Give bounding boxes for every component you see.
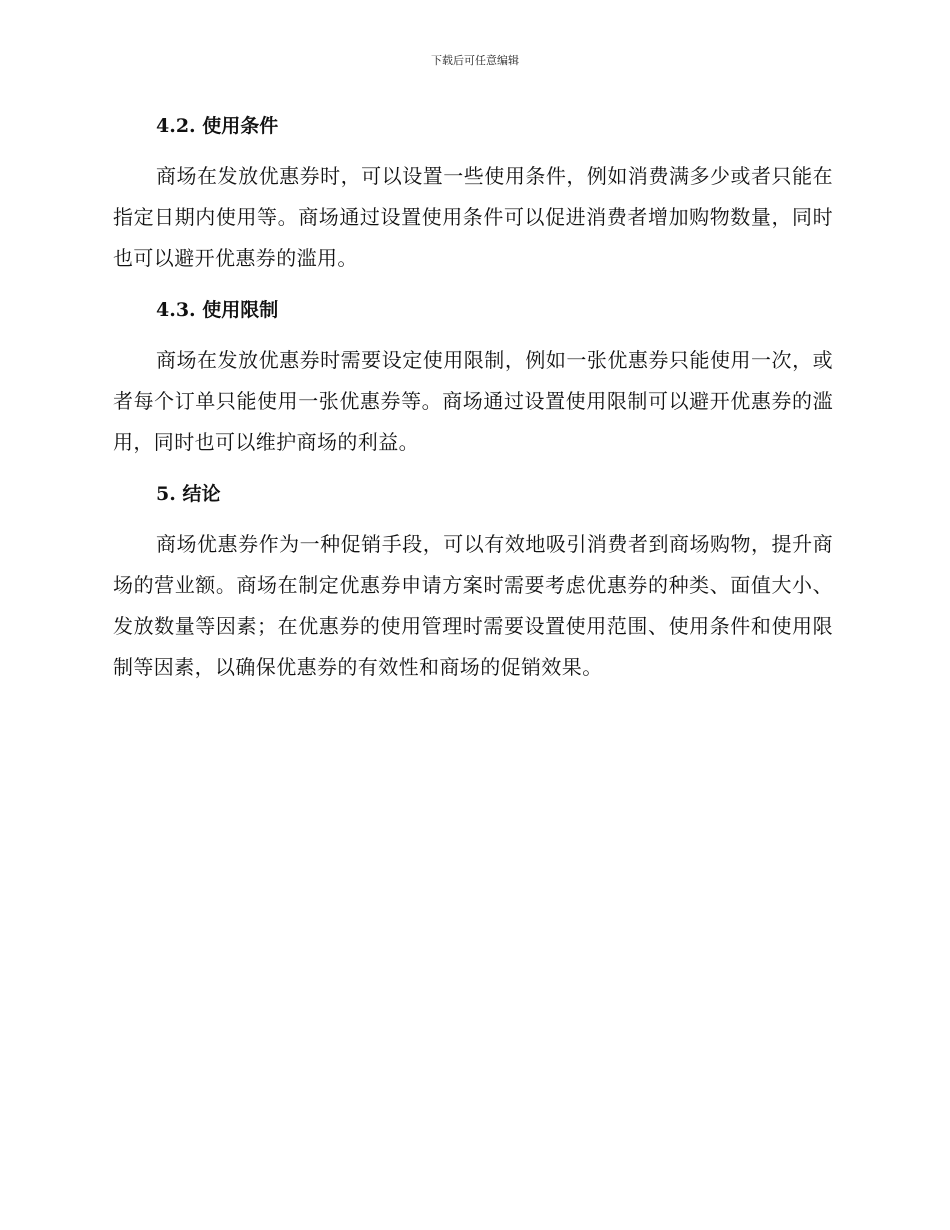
section-heading-usage-restrictions: 4.3. 使用限制 [156,299,279,321]
section-heading-usage-conditions: 4.2. 使用条件 [156,115,279,137]
paragraph-usage-conditions: 商场在发放优惠券时，可以设置一些使用条件，例如消费满多少或者只能在指定日期内使用等。商场通过设置使用条件可以促进消费者增加购物数量，同时也可以避开优惠券的滥用。 [113,164,833,270]
document-body [113,110,833,703]
section-heading-conclusion: 5. 结论 [156,483,221,505]
paragraph-usage-restrictions: 商场在发放优惠券时需要设定使用限制，例如一张优惠券只能使用一次，或者每个订单只能使用一张优惠券等。商场通过设置使用限制可以避开优惠券的滥用，同时也可以维护商场的利益。 [113,348,833,454]
paragraph-conclusion: 商场优惠券作为一种促销手段，可以有效地吸引消费者到商场购物，提升商场的营业额。商场在制定优惠券申请方案时需要考虑优惠券的种类、面值大小、发放数量等因素；在优惠券的使用管理时需要设置使用范围、使用条件和使用限制等因素，以确保优惠券的有效性和商场的促销效果。 [113,532,833,679]
page-header: 下载后可任意编辑 [431,54,519,67]
